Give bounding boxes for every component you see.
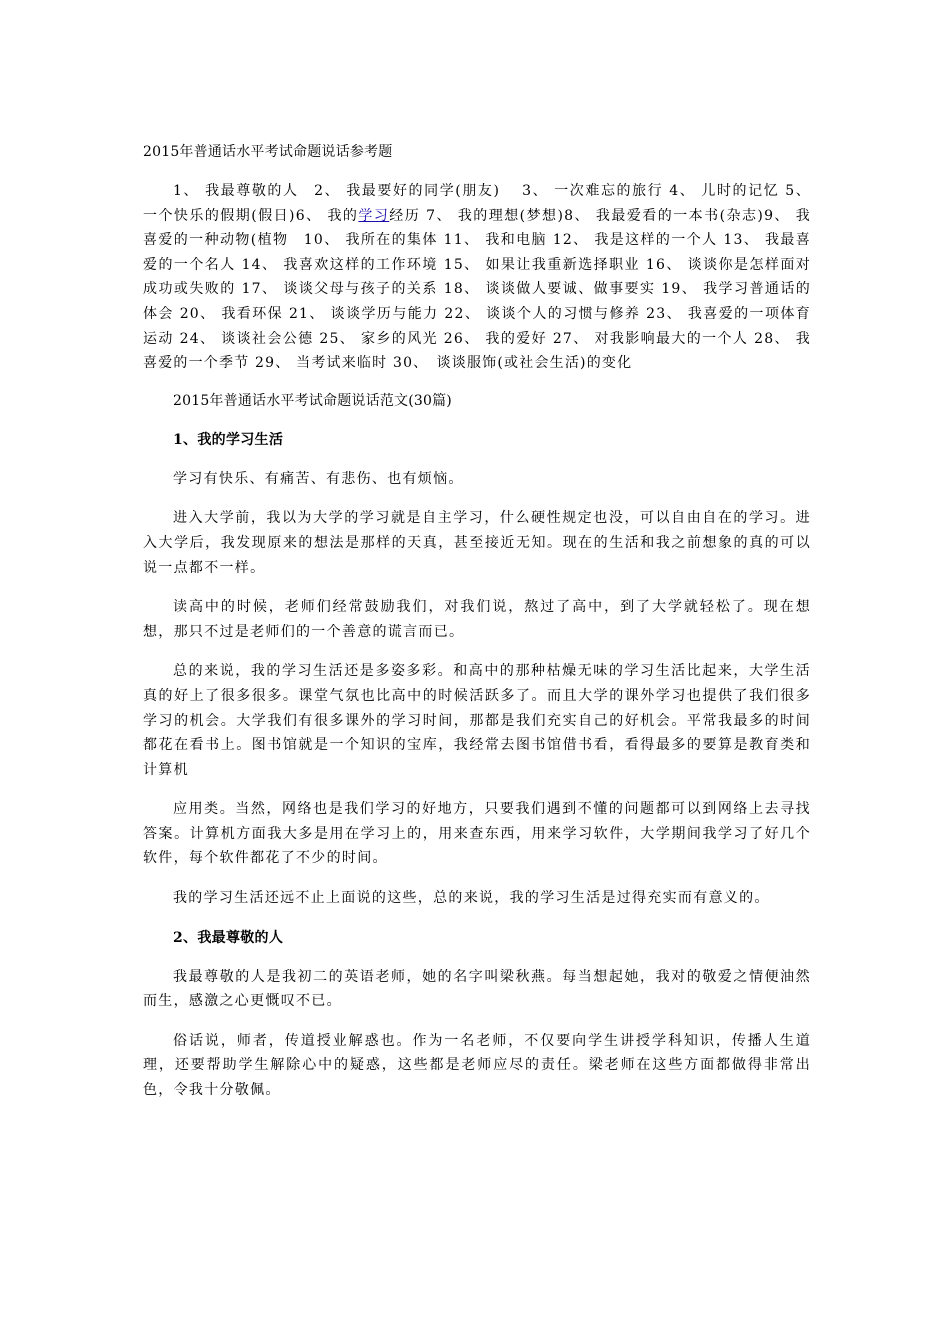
topic-list-paragraph: [143, 179, 811, 376]
paragraph: 我最尊敬的人是我初二的英语老师，她的名字叫梁秋燕。每当想起她，我对的敬爱之情便油然而生，感激之心更慨叹不已。: [143, 968, 811, 1010]
topic-list-text-end: 经历 7、 我的理想(梦想)8、 我最爱看的一本书(杂志)9、 我喜爱的一种动物(植物 10、 我所在的集体 11、 我和电脑 12、 我是这样的一个人 13、 我最喜爱的一个名人 14、 我喜欢这样的工作环境 15、 如果让我重新选择职业 16、 谈谈你是怎样面对成功或失败的 17、 谈谈父母与孩子的关系 18、 谈谈做人要诚、做事要实 19、 我学习普通话的体会 20、 我看环保 21、 谈谈学历与能力 22、 谈谈个人的习惯与修养 23、 我喜爱的一项体育运动 24、 谈谈社会公德 25、 家乡的风光 26、 我的爱好 27、 对我影响最大的一个人 28、 我喜爱的一个季节 29、 当考试来临时 30、 谈谈服饰(或社会生活)的变化: [143, 207, 811, 372]
paragraph: 我的学习生活还远不止上面说的这些，总的来说，我的学习生活是过得充实而有意义的。: [173, 890, 770, 907]
topic-list-text-start: 1、 我最尊敬的人 2、 我最要好的同学(朋友) 3、 一次难忘的旅行 4、 儿时的记忆 5、 一个快乐的假期(假日)6、 我的: [143, 183, 811, 224]
paragraph: 总的来说，我的学习生活还是多姿多彩。和高中的那种枯燥无味的学习生活比起来，大学生活真的好上了很多很多。课堂气氛也比高中的时候活跃多了。而且大学的课外学习也提供了我们很多学习的机会。大学我们有很多课外的学习时间，那都是我们充实自己的好机会。平常我最多的时间都花在看书上。图书馆就是一个知识的宝库，我经常去图书馆借书看，看得最多的要算是教育类和计算机: [143, 663, 811, 778]
section-most-respected-person: [143, 926, 811, 1103]
paragraph: 应用类。当然，网络也是我们学习的好地方，只要我们遇到不懂的问题都可以到网络上去寻找答案。计算机方面我大多是用在学习上的，用来查东西，用来学习软件，大学期间我学习了好几个软件，每个软件都花了不少的时间。: [143, 801, 811, 867]
paragraph: 俗话说，师者，传道授业解惑也。作为一名老师，不仅要向学生讲授学科知识，传播人生道理，还要帮助学生解除心中的疑惑，这些都是老师应尽的责任。梁老师在这些方面都做得非常出色，令我十分敬佩。: [143, 1032, 811, 1099]
paragraph: 学习有快乐、有痛苦、有悲伤、也有烦恼。: [173, 470, 464, 487]
section-heading: 1、我的学习生活: [173, 431, 284, 448]
document-page: [143, 140, 811, 1118]
paragraph: 读高中的时候，老师们经常鼓励我们，对我们说，熬过了高中，到了大学就轻松了。现在想想，那只不过是老师们的一个善意的谎言而已。: [143, 599, 811, 640]
essay-collection-title: 2015年普通话水平考试命题说话范文(30篇): [173, 392, 452, 409]
section-study-life: [143, 428, 811, 911]
study-link[interactable]: 学习: [358, 207, 390, 224]
paragraph: 进入大学前，我以为大学的学习就是自主学习，什么硬性规定也没，可以自由自在的学习。进入大学后，我发现原来的想法是那样的天真，甚至接近无知。现在的生活和我之前想象的真的可以说一点都不一样。: [143, 510, 811, 576]
document-title: 2015年普通话水平考试命题说话参考题: [143, 144, 393, 160]
section-heading: 2、我最尊敬的人: [173, 929, 284, 946]
